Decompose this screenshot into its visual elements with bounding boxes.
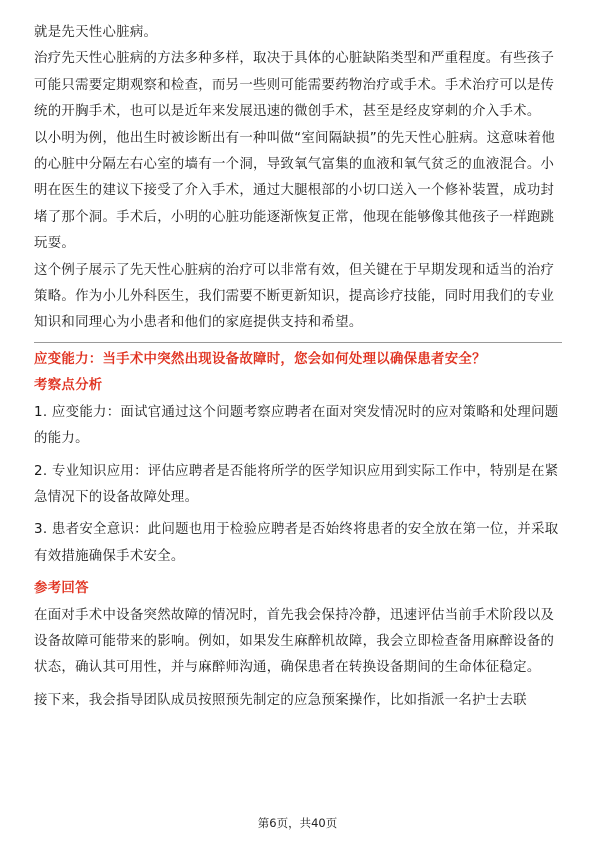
analysis-heading: 考察点分析 bbox=[34, 378, 103, 394]
analysis-point: 3. 患者安全意识：此问题也用于检验应聘者是否始终将患者的安全放在第一位，并采取有效措施确保手术安全。 bbox=[34, 522, 559, 564]
analysis-point: 2. 专业知识应用：评估应聘者是否能将所学的医学知识应用到实际工作中，特别是在紧急情况下的设备故障处理。 bbox=[34, 463, 559, 505]
paragraph: 就是先天性心脏病。 bbox=[34, 25, 158, 40]
paragraph: 这个例子展示了先天性心脏病的治疗可以非常有效，但关键在于早期发现和适当的治疗策略。作为小儿外科医生，我们需要不断更新知识，提高诊疗技能，同时用我们的专业知识和同理心为小患者和他们的家庭提供支持和希望。 bbox=[34, 262, 555, 331]
paragraph: 以小明为例，他出生时被诊断出有一种叫做“室间隔缺损”的先天性心脏病。这意味着他的心脏中分隔左右心室的墙有一个洞，导致氧气富集的血液和氧气贫乏的血液混合。小明在医生的建议下接受了介入手术，通过大腿根部的小切口送入一个修补装置，成功封堵了那个洞。手术后，小明的心脏功能逐渐恢复正常，他现在能够像其他孩子一样跑跳玩耍。 bbox=[34, 130, 556, 252]
analysis-point: 1. 应变能力：面试官通过这个问题考察应聘者在面对突发情况时的应对策略和处理问题的能力。 bbox=[34, 404, 559, 447]
page-content bbox=[34, 20, 562, 714]
question-title: 应变能力：当手术中突然出现设备故障时，您会如何处理以确保患者安全？ bbox=[34, 351, 486, 367]
section-divider bbox=[34, 342, 562, 343]
answer-paragraph: 接下来，我会指导团队成员按照预先制定的应急预案操作，比如指派一名护士去联 bbox=[34, 692, 527, 708]
answer-heading: 参考回答 bbox=[34, 581, 89, 597]
answer-paragraph: 在面对手术中设备突然故障的情况时，首先我会保持冷静，迅速评估当前手术阶段以及设备故障可能带来的影响。例如，如果发生麻醉机故障，我会立即检查备用麻醉设备的状态，确认其可用性，并与麻醉师沟通，确保患者在转换设备期间的生命体征稳定。 bbox=[34, 607, 555, 676]
paragraph: 治疗先天性心脏病的方法多种多样，取决于具体的心脏缺陷类型和严重程度。有些孩子可能只需要定期观察和检查，而另一些则可能需要药物治疗或手术。手术治疗可以是传统的开胸手术，也可以是近年来发展迅速的微创手术，甚至是经皮穿刺的介入手术。 bbox=[34, 51, 555, 120]
page-number: 第6页，共40页 bbox=[257, 816, 338, 830]
